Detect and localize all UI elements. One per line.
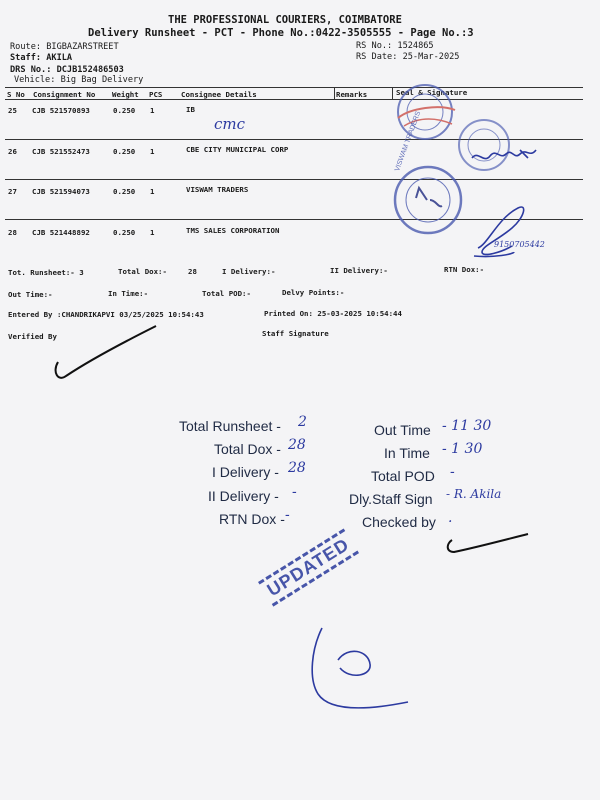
row-consignee: VISWAM TRADERS bbox=[186, 185, 249, 194]
viswam-stamp bbox=[395, 167, 461, 233]
row-weight: 0.250 bbox=[113, 228, 136, 237]
in-time: In Time:- bbox=[108, 289, 149, 298]
verified-by: Verified By bbox=[8, 332, 57, 341]
summary-checked-by-label: Checked by bbox=[362, 514, 436, 530]
col-remarks: Remarks bbox=[336, 90, 368, 99]
i-delivery: I Delivery:- bbox=[222, 267, 276, 276]
viswam-stamp-text: VISWAM TRADERS bbox=[394, 110, 423, 173]
col-weight: Weight bbox=[112, 90, 139, 99]
summary-total-pod-label: Total POD bbox=[371, 468, 435, 484]
summary-ii-delivery-label: II Delivery - bbox=[208, 488, 279, 504]
handwritten-phone: 9150705442 bbox=[494, 240, 545, 249]
updated-stamp: UPDATED bbox=[258, 529, 359, 607]
verified-signature bbox=[56, 326, 156, 378]
summary-out-time-label: Out Time bbox=[374, 422, 431, 438]
summary-total-pod-value: - bbox=[450, 464, 455, 480]
out-time: Out Time:- bbox=[8, 290, 53, 299]
row-sno: 25 bbox=[8, 106, 17, 115]
summary-rtn-dox-label: RTN Dox - bbox=[219, 511, 285, 527]
row-consignment: CJB 521570893 bbox=[32, 106, 90, 115]
row-consignment: CJB 521448892 bbox=[32, 228, 90, 237]
row-weight: 0.250 bbox=[113, 187, 136, 196]
tot-runsheet: Tot. Runsheet:- 3 bbox=[8, 268, 84, 277]
row-pcs: 1 bbox=[150, 187, 155, 196]
row-weight: 0.250 bbox=[113, 147, 136, 156]
signature-row28 bbox=[474, 207, 524, 257]
summary-total-dox-value: 28 bbox=[288, 437, 306, 453]
row-consignee: TMS SALES CORPORATION bbox=[186, 226, 280, 235]
summary-total-runsheet-value: 2 bbox=[298, 414, 307, 430]
company-title: THE PROFESSIONAL COURIERS, COIMBATORE bbox=[168, 14, 402, 26]
drs-no: DRS No.: DCJB152486503 bbox=[10, 65, 124, 75]
checked-signature bbox=[448, 534, 528, 552]
row-sno: 26 bbox=[8, 147, 17, 156]
vehicle: Vehicle: Big Bag Delivery bbox=[14, 75, 144, 85]
summary-checked-by-value: . bbox=[448, 510, 453, 526]
rs-date: RS Date: 25-Mar-2025 bbox=[356, 52, 460, 62]
delvy-points: Delvy Points:- bbox=[282, 288, 345, 297]
col-consignee: Consignee Details bbox=[181, 90, 257, 99]
row-pcs: 1 bbox=[150, 147, 155, 156]
summary-dly-staff-sign-label: Dly.Staff Sign bbox=[349, 491, 433, 507]
row-consignee: CBE CITY MUNICIPAL CORP bbox=[186, 145, 289, 154]
total-pod: Total POD:- bbox=[202, 289, 251, 298]
row-pcs: 1 bbox=[150, 106, 155, 115]
summary-rtn-dox-value: - bbox=[285, 507, 290, 523]
rs-no: RS No.: 1524865 bbox=[356, 41, 434, 51]
staff-signature-label: Staff Signature bbox=[262, 329, 329, 338]
col-consignment: Consignment No bbox=[33, 90, 96, 99]
round-seal-stamp bbox=[459, 120, 509, 170]
summary-in-time-value: - 1 30 bbox=[442, 441, 483, 457]
runsheet-subtitle: Delivery Runsheet - PCT - Phone No.:0422-3505555 - Page No.:3 bbox=[88, 27, 474, 39]
total-dox-label: Total Dox:- bbox=[118, 267, 167, 276]
col-seal: Seal & Signature bbox=[396, 88, 468, 97]
printed-on: Printed On: 25-03-2025 10:54:44 bbox=[264, 309, 402, 318]
summary-total-runsheet-label: Total Runsheet - bbox=[179, 418, 281, 434]
summary-in-time-label: In Time bbox=[384, 445, 430, 461]
row-consignment: CJB 521552473 bbox=[32, 147, 90, 156]
row-consignee: IB bbox=[186, 105, 195, 114]
row-note-handwritten: cmc bbox=[214, 115, 246, 133]
entered-by: Entered By :CHANDRIKAPVI 03/25/2025 10:54:43 bbox=[8, 310, 204, 319]
summary-dly-staff-sign-value: - R. Akila bbox=[446, 487, 502, 501]
summary-i-delivery-value: 28 bbox=[288, 460, 306, 476]
row-sno: 27 bbox=[8, 187, 17, 196]
row-pcs: 1 bbox=[150, 228, 155, 237]
row-consignment: CJB 521594073 bbox=[32, 187, 90, 196]
round-seal-stamp bbox=[398, 85, 455, 139]
summary-total-dox-label: Total Dox - bbox=[214, 441, 281, 457]
total-dox-value: 28 bbox=[188, 267, 197, 276]
ii-delivery: II Delivery:- bbox=[330, 266, 388, 275]
row-weight: 0.250 bbox=[113, 106, 136, 115]
col-sno: S No bbox=[7, 90, 25, 99]
row-sno: 28 bbox=[8, 228, 17, 237]
staff: Staff: AKILA bbox=[10, 53, 73, 63]
rtn-dox: RTN Dox:- bbox=[444, 265, 485, 274]
summary-out-time-value: - 11 30 bbox=[442, 418, 492, 434]
summary-ii-delivery-value: - bbox=[292, 484, 297, 500]
signature-row26 bbox=[472, 150, 536, 159]
route: Route: BIGBAZARSTREET bbox=[10, 42, 119, 52]
summary-i-delivery-label: I Delivery - bbox=[212, 464, 279, 480]
col-pcs: PCS bbox=[149, 90, 163, 99]
bottom-signature bbox=[312, 628, 408, 708]
